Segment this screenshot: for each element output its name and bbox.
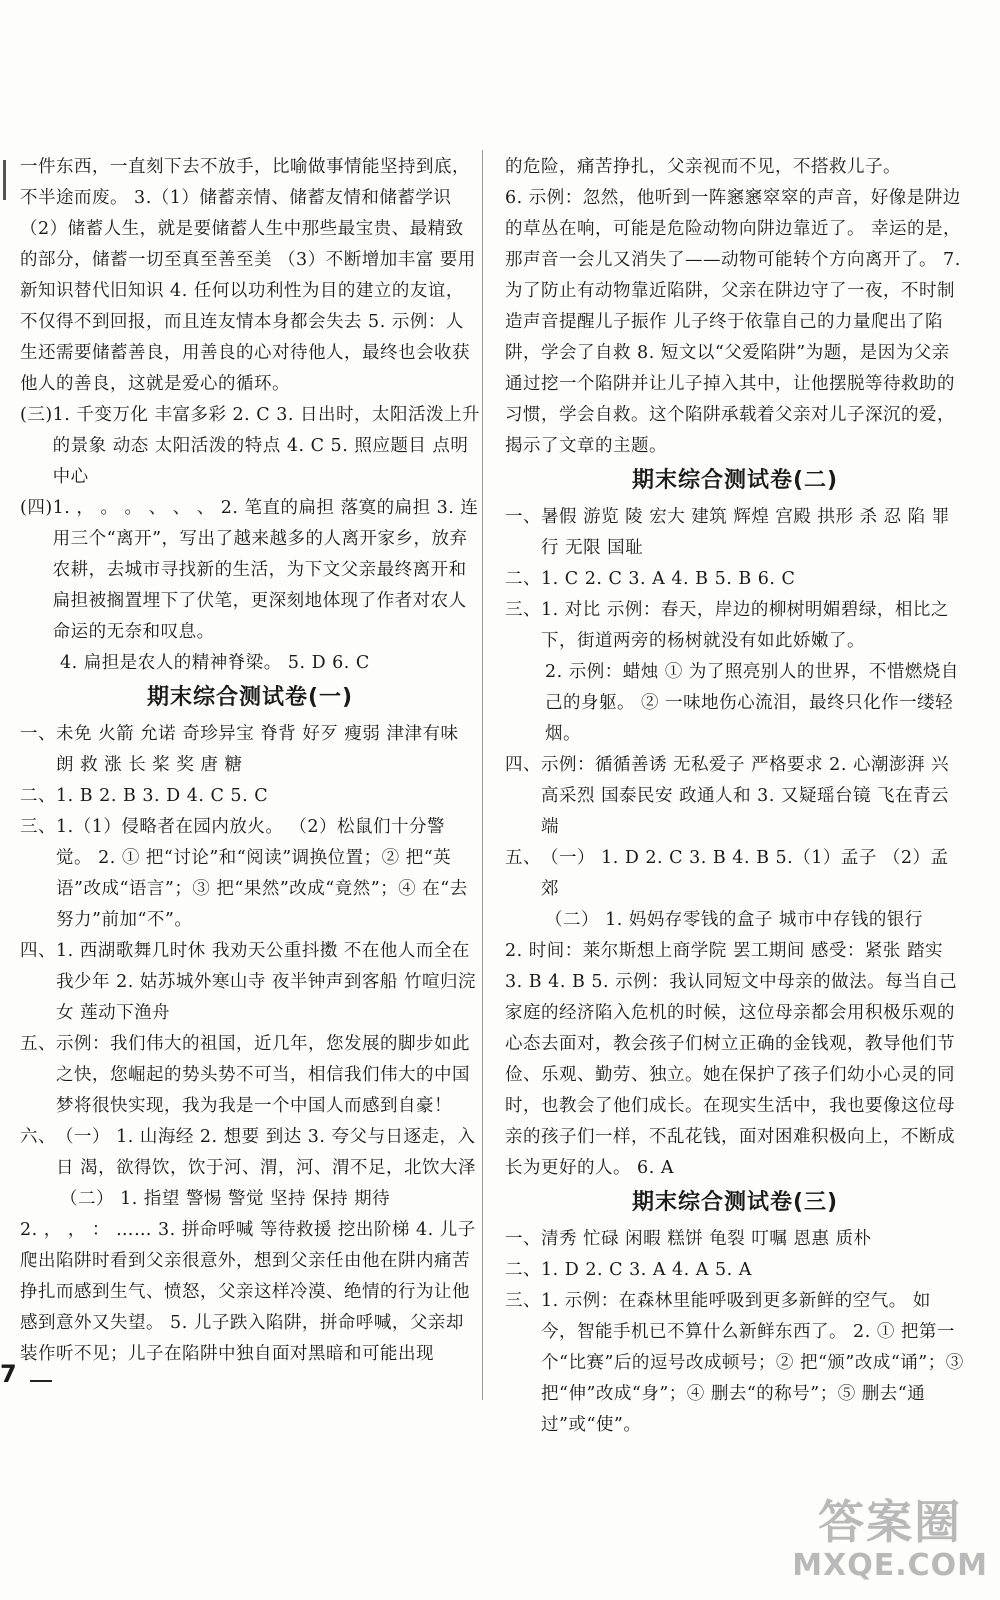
answer-block — [505, 1224, 965, 1255]
left-column — [20, 152, 480, 1370]
question-number: 三、 — [20, 817, 56, 837]
answer-block — [505, 595, 965, 657]
answer-text: 6. 示例：忽然，他听到一阵窸窸窣窣的声音，好像是阱边的草丛在响，可能是危险动物向阱边靠近了。 幸运的是，那声音一会儿又消失了——动物可能转个方向离开了。 7. 为了防止有动物靠近陷阱，父亲在阱边守了一夜，不时制造声音提醒儿子振作 儿子终于依靠自己的力量爬出了陷阱，学会了自救 8. 短文以“父爱陷阱”为题，是因为父亲通过挖一个陷阱并让儿子掉入其中，让他摆脱等待救助的习惯，学会自救。这个陷阱承载着父亲对儿子深沉的爱，揭示了文章的主题。 — [505, 188, 962, 456]
answer-text: 1. 千变万化 丰富多彩 2. C 3. 日出时，太阳活泼上升的景象 动态 太阳活泼的特点 4. C 5. 照应题目 点明中心 — [52, 405, 481, 487]
answer-text: 1. D 2. C 3. A 4. A 5. A — [541, 1260, 752, 1280]
answer-text: 1.（1）侵略者在园内放火。 （2）松鼠们十分警觉。 2. ① 把“讨论”和“阅读”调换位置；② 把“英语”改成“语言”；③ 把“果然”改成“竟然”；④ 在“去努力”前加“不”。 — [56, 817, 468, 930]
answer-text: 2. 示例：蜡烛 ① 为了照亮别人的世界，不惜燃烧自己的身躯。 ② 一味地伤心流泪，最终只化作一缕轻烟。 — [545, 662, 959, 744]
answer-text: 2. ， ， ： …… 3. 拼命呼喊 等待救援 挖出阶梯 4. 儿子爬出陷阱时看到父亲很意外，想到父亲任由他在阱内痛苦挣扎而感到生气、愤怒，父亲这样冷漠、绝情的行为让他感到意外又失望。 5. 儿子跌入陷阱，拼命呼喊，父亲却装作听不见；儿子在陷阱中独自面对黑暗和可能出现 — [20, 1220, 476, 1364]
answer-block — [505, 657, 965, 750]
answer-text: 未免 火箭 允诺 奇珍异宝 脊背 好歹 瘦弱 津津有味 朗 救 涨 长 桨 奖 唐 糖 — [56, 724, 459, 775]
question-number: 一、 — [20, 724, 56, 744]
page-number: 7 — [0, 1360, 17, 1388]
question-number: 四、 — [20, 941, 56, 961]
section-heading: 期末综合测试卷(三) — [631, 1190, 839, 1215]
answer-text: 1. ， 。 。 、 、 、 2. 笔直的扁担 落寞的扁担 3. 连用三个“离开”，写出了越来越多的人离开家乡，放弃农耕，去城市寻找新的生活，为下文父亲最终离开和扁担被搁置埋下了伏笔，更深刻地体现了作者对农人命运的无奈和叹息。 — [52, 498, 479, 642]
answer-block — [20, 493, 480, 648]
answer-block — [505, 1255, 965, 1286]
answer-block — [505, 905, 965, 936]
answer-block — [20, 936, 480, 1029]
question-number: (三) — [20, 405, 53, 425]
answer-text: （二） 1. 指望 警惕 警觉 坚持 保持 期待 — [60, 1189, 391, 1209]
answer-text: 1. 示例：在森林里能呼吸到更多新鲜的空气。 如今，智能手机已不算什么新鲜东西了。 2. ① 把第一个“比赛”后的逗号改成顿号；② 把“颁”改成“诵”；③ 把“伸”改成“身”；④ 删去“的称号”；⑤ 删去“通过”或“使”。 — [541, 1291, 964, 1435]
answer-block — [505, 843, 965, 905]
answer-block — [505, 750, 965, 843]
answer-text: （一） 1. D 2. C 3. B 4. B 5.（1）孟子 （2）孟郊 — [541, 848, 949, 899]
question-number: 五、 — [20, 1034, 56, 1054]
answer-block — [20, 781, 480, 812]
page-number-rule — [30, 1380, 52, 1382]
answer-block — [505, 183, 965, 462]
answer-text: 暑假 游览 陵 宏大 建筑 辉煌 宫殿 拱形 杀 忍 陷 罪行 无限 国耻 — [541, 507, 950, 558]
answer-text: 1. 西湖歌舞几时休 我劝天公重抖擞 不在他人而全在我少年 2. 姑苏城外寒山寺 夜半钟声到客船 竹喧归浣女 莲动下渔舟 — [56, 941, 476, 1023]
answer-block — [505, 936, 965, 1184]
answer-text: 2. 时间：莱尔斯想上商学院 罢工期间 感受：紧张 踏实 3. B 4. B 5. 示例：我认同短文中母亲的做法。每当自己家庭的经济陷入危机的时候，这位母亲都会用积极乐观的心态去面对，教会孩子们树立正确的金钱观，教导他们节俭、乐观、勤劳、独立。她在保护了孩子们幼小心灵的同时，也教会了他们成长。在现实生活中，我也要像这位母亲的孩子们一样，不乱花钱，面对困难积极向上，不断成长为更好的人。 6. A — [505, 941, 958, 1178]
watermark-logo — [792, 1495, 988, 1583]
answer-text: 示例：我们伟大的祖国，近几年，您发展的脚步如此之快，您崛起的势头势不可当，相信我们伟大的中国梦将很快实现，我为我是一个中国人而感到自豪！ — [56, 1034, 470, 1116]
question-number: 一、 — [505, 507, 541, 527]
question-number: 三、 — [505, 600, 541, 620]
watermark-text: 答案圈 — [818, 1495, 963, 1549]
answer-block — [505, 1286, 965, 1441]
answer-text: 示例：循循善诱 无私爱子 严格要求 2. 心潮澎湃 兴高采烈 国泰民安 政通人和 3. 又疑瑶台镜 飞在青云端 — [541, 755, 950, 837]
answer-text: 一件东西，一直刻下去不放手，比喻做事情能坚持到底，不半途而废。 3.（1）储蓄亲情、储蓄友情和储蓄学识 （2）储蓄人生，就是要储蓄人生中那些最宝贵、最精致的部分，储蓄一切至真至善至美 （3）不断增加丰富 要用新知识替代旧知识 4. 任何以功利性为目的建立的友谊，不仅得不到回报，而且连友情本身都会失去 5. 示例：人生还需要储蓄善良，用善良的心对待他人，最终也会收获他人的善良，这就是爱心的循环。 — [20, 157, 476, 394]
question-number: 四、 — [505, 755, 541, 775]
answer-block — [20, 152, 480, 400]
answer-block — [505, 502, 965, 564]
section-heading: 期末综合测试卷(二) — [631, 468, 839, 493]
answer-block — [20, 400, 480, 493]
answer-text: 4. 扁担是农人的精神脊梁。 5. D 6. C — [60, 653, 370, 673]
watermark-url: MXQE.COM — [792, 1548, 988, 1583]
answer-text: 清秀 忙碌 闲暇 糕饼 龟裂 叮嘱 恩惠 质朴 — [541, 1229, 872, 1249]
question-number: (四) — [20, 498, 53, 518]
answer-block — [20, 1029, 480, 1122]
answer-block — [20, 812, 480, 936]
question-number: 六、 — [20, 1127, 56, 1147]
question-number: 三、 — [505, 1291, 541, 1311]
answer-block — [20, 1215, 480, 1370]
answer-text: （二） 1. 妈妈存零钱的盒子 城市中存钱的银行 — [545, 910, 923, 930]
question-number: 五、 — [505, 848, 541, 868]
answer-text: 的危险，痛苦挣扎，父亲视而不见，不搭救儿子。 — [505, 157, 901, 177]
answer-text: 1. B 2. B 3. D 4. C 5. C — [56, 786, 269, 806]
answer-text: 1. C 2. C 3. A 4. B 5. B 6. C — [541, 569, 796, 589]
answer-block — [505, 152, 965, 183]
section-heading: 期末综合测试卷(一) — [146, 685, 354, 710]
answer-block — [20, 648, 480, 679]
answer-block — [20, 1184, 480, 1215]
answer-block — [20, 1122, 480, 1184]
answer-text: （一） 1. 山海经 2. 想要 到达 3. 夸父与日逐走，入日 渴，欲得饮，饮于河、渭，河、渭不足，北饮大泽 — [56, 1127, 477, 1178]
answer-block — [505, 564, 965, 595]
answer-block — [20, 719, 480, 781]
question-number: 二、 — [505, 1260, 541, 1280]
column-divider — [482, 150, 483, 1400]
binding-edge-mark — [3, 160, 6, 200]
question-number: 二、 — [20, 786, 56, 806]
question-number: 二、 — [505, 569, 541, 589]
question-number: 一、 — [505, 1229, 541, 1249]
right-column — [505, 152, 965, 1441]
answer-text: 1. 对比 示例：春天，岸边的柳树明媚碧绿，相比之下，街道两旁的杨树就没有如此娇嫩了。 — [541, 600, 949, 651]
